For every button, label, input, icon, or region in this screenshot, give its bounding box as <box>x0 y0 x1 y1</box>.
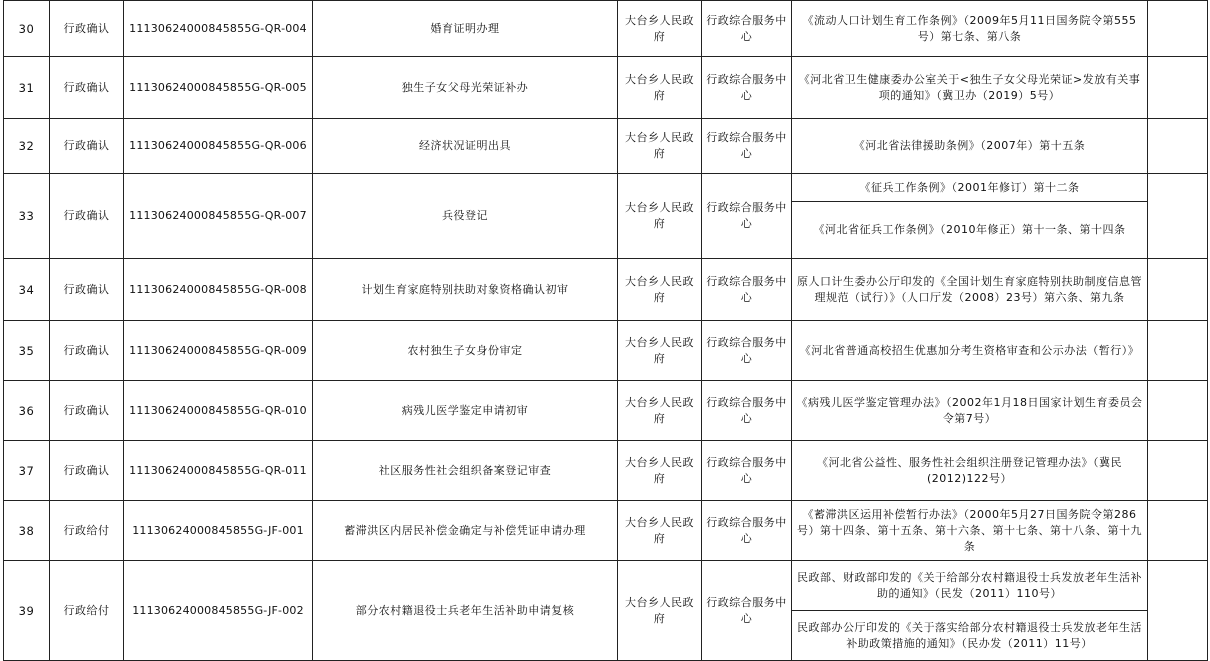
legal-basis-cell: 《病残儿医学鉴定管理办法》（2002年1月18日国家计划生育委员会令第7号） <box>792 381 1148 441</box>
legal-basis-cell: 《流动人口计划生育工作条例》（2009年5月11日国务院令第555号）第七条、第八条 <box>792 1 1148 57</box>
table-row <box>4 174 1208 202</box>
item-code-cell: 11130624000845855G-QR-008 <box>124 259 313 321</box>
item-code-cell: 11130624000845855G-QR-007 <box>124 174 313 259</box>
row-number-cell: 33 <box>4 174 50 259</box>
item-name-cell: 蓄滞洪区内居民补偿金确定与补偿凭证申请办理 <box>313 501 618 561</box>
legal-basis-cell: 《河北省普通高校招生优惠加分考生资格审查和公示办法（暂行）》 <box>792 321 1148 381</box>
remarks-cell <box>1148 501 1208 561</box>
table-row <box>4 321 1208 381</box>
department-cell: 大台乡人民政府 <box>618 1 702 57</box>
item-name-cell: 独生子女父母光荣证补办 <box>313 57 618 119</box>
table-row <box>4 119 1208 174</box>
office-cell: 行政综合服务中心 <box>702 321 792 381</box>
row-number-cell: 39 <box>4 561 50 661</box>
table-row <box>4 57 1208 119</box>
item-name-cell: 计划生育家庭特别扶助对象资格确认初审 <box>313 259 618 321</box>
remarks-cell <box>1148 57 1208 119</box>
table-row <box>4 381 1208 441</box>
row-number-cell: 36 <box>4 381 50 441</box>
office-cell: 行政综合服务中心 <box>702 259 792 321</box>
legal-basis-cell: 民政部办公厅印发的《关于落实给部分农村籍退役士兵发放老年生活补助政策措施的通知》（民办发（2011）11号） <box>792 611 1148 661</box>
office-cell: 行政综合服务中心 <box>702 381 792 441</box>
item-type-cell: 行政确认 <box>50 441 124 501</box>
office-cell: 行政综合服务中心 <box>702 119 792 174</box>
legal-basis-cell: 《河北省卫生健康委办公室关于<独生子女父母光荣证>发放有关事项的通知》（冀卫办（2019）5号） <box>792 57 1148 119</box>
department-cell: 大台乡人民政府 <box>618 321 702 381</box>
item-name-cell: 婚育证明办理 <box>313 1 618 57</box>
table-row <box>4 501 1208 561</box>
department-cell: 大台乡人民政府 <box>618 561 702 661</box>
remarks-cell <box>1148 441 1208 501</box>
table-row <box>4 561 1208 611</box>
office-cell: 行政综合服务中心 <box>702 501 792 561</box>
item-code-cell: 11130624000845855G-JF-001 <box>124 501 313 561</box>
office-cell: 行政综合服务中心 <box>702 561 792 661</box>
row-number-cell: 30 <box>4 1 50 57</box>
table-row <box>4 1 1208 57</box>
item-name-cell: 兵役登记 <box>313 174 618 259</box>
item-code-cell: 11130624000845855G-QR-011 <box>124 441 313 501</box>
item-code-cell: 11130624000845855G-QR-006 <box>124 119 313 174</box>
item-name-cell: 病残儿医学鉴定申请初审 <box>313 381 618 441</box>
office-cell: 行政综合服务中心 <box>702 1 792 57</box>
item-code-cell: 11130624000845855G-QR-009 <box>124 321 313 381</box>
item-name-cell: 社区服务性社会组织备案登记审查 <box>313 441 618 501</box>
department-cell: 大台乡人民政府 <box>618 259 702 321</box>
item-type-cell: 行政给付 <box>50 501 124 561</box>
remarks-cell <box>1148 259 1208 321</box>
service-table <box>3 0 1208 661</box>
legal-basis-cell: 《征兵工作条例》（2001年修订）第十二条 <box>792 174 1148 202</box>
row-number-cell: 38 <box>4 501 50 561</box>
item-type-cell: 行政确认 <box>50 259 124 321</box>
table-row <box>4 441 1208 501</box>
item-name-cell: 经济状况证明出具 <box>313 119 618 174</box>
remarks-cell <box>1148 561 1208 661</box>
department-cell: 大台乡人民政府 <box>618 174 702 259</box>
row-number-cell: 35 <box>4 321 50 381</box>
item-code-cell: 11130624000845855G-QR-005 <box>124 57 313 119</box>
item-type-cell: 行政确认 <box>50 1 124 57</box>
item-code-cell: 11130624000845855G-JF-002 <box>124 561 313 661</box>
row-number-cell: 34 <box>4 259 50 321</box>
legal-basis-cell: 民政部、财政部印发的《关于给部分农村籍退役士兵发放老年生活补助的通知》（民发（2011）110号） <box>792 561 1148 611</box>
item-type-cell: 行政确认 <box>50 381 124 441</box>
item-code-cell: 11130624000845855G-QR-004 <box>124 1 313 57</box>
item-type-cell: 行政确认 <box>50 174 124 259</box>
table-row <box>4 259 1208 321</box>
item-type-cell: 行政确认 <box>50 321 124 381</box>
item-name-cell: 农村独生子女身份审定 <box>313 321 618 381</box>
department-cell: 大台乡人民政府 <box>618 501 702 561</box>
legal-basis-cell: 原人口计生委办公厅印发的《全国计划生育家庭特别扶助制度信息管理规范（试行）》（人口厅发（2008）23号）第六条、第九条 <box>792 259 1148 321</box>
remarks-cell <box>1148 381 1208 441</box>
remarks-cell <box>1148 119 1208 174</box>
row-number-cell: 37 <box>4 441 50 501</box>
row-number-cell: 32 <box>4 119 50 174</box>
remarks-cell <box>1148 174 1208 259</box>
office-cell: 行政综合服务中心 <box>702 57 792 119</box>
office-cell: 行政综合服务中心 <box>702 174 792 259</box>
legal-basis-cell: 《蓄滞洪区运用补偿暂行办法》（2000年5月27日国务院令第286号）第十四条、第十五条、第十六条、第十七条、第十八条、第十九条 <box>792 501 1148 561</box>
department-cell: 大台乡人民政府 <box>618 381 702 441</box>
remarks-cell <box>1148 1 1208 57</box>
legal-basis-cell: 《河北省法律援助条例》（2007年）第十五条 <box>792 119 1148 174</box>
department-cell: 大台乡人民政府 <box>618 441 702 501</box>
item-code-cell: 11130624000845855G-QR-010 <box>124 381 313 441</box>
legal-basis-cell: 《河北省征兵工作条例》（2010年修正）第十一条、第十四条 <box>792 202 1148 259</box>
department-cell: 大台乡人民政府 <box>618 119 702 174</box>
remarks-cell <box>1148 321 1208 381</box>
item-name-cell: 部分农村籍退役士兵老年生活补助申请复核 <box>313 561 618 661</box>
row-number-cell: 31 <box>4 57 50 119</box>
item-type-cell: 行政确认 <box>50 119 124 174</box>
item-type-cell: 行政确认 <box>50 57 124 119</box>
department-cell: 大台乡人民政府 <box>618 57 702 119</box>
legal-basis-cell: 《河北省公益性、服务性社会组织注册登记管理办法》（冀民(2012)122号） <box>792 441 1148 501</box>
item-type-cell: 行政给付 <box>50 561 124 661</box>
office-cell: 行政综合服务中心 <box>702 441 792 501</box>
